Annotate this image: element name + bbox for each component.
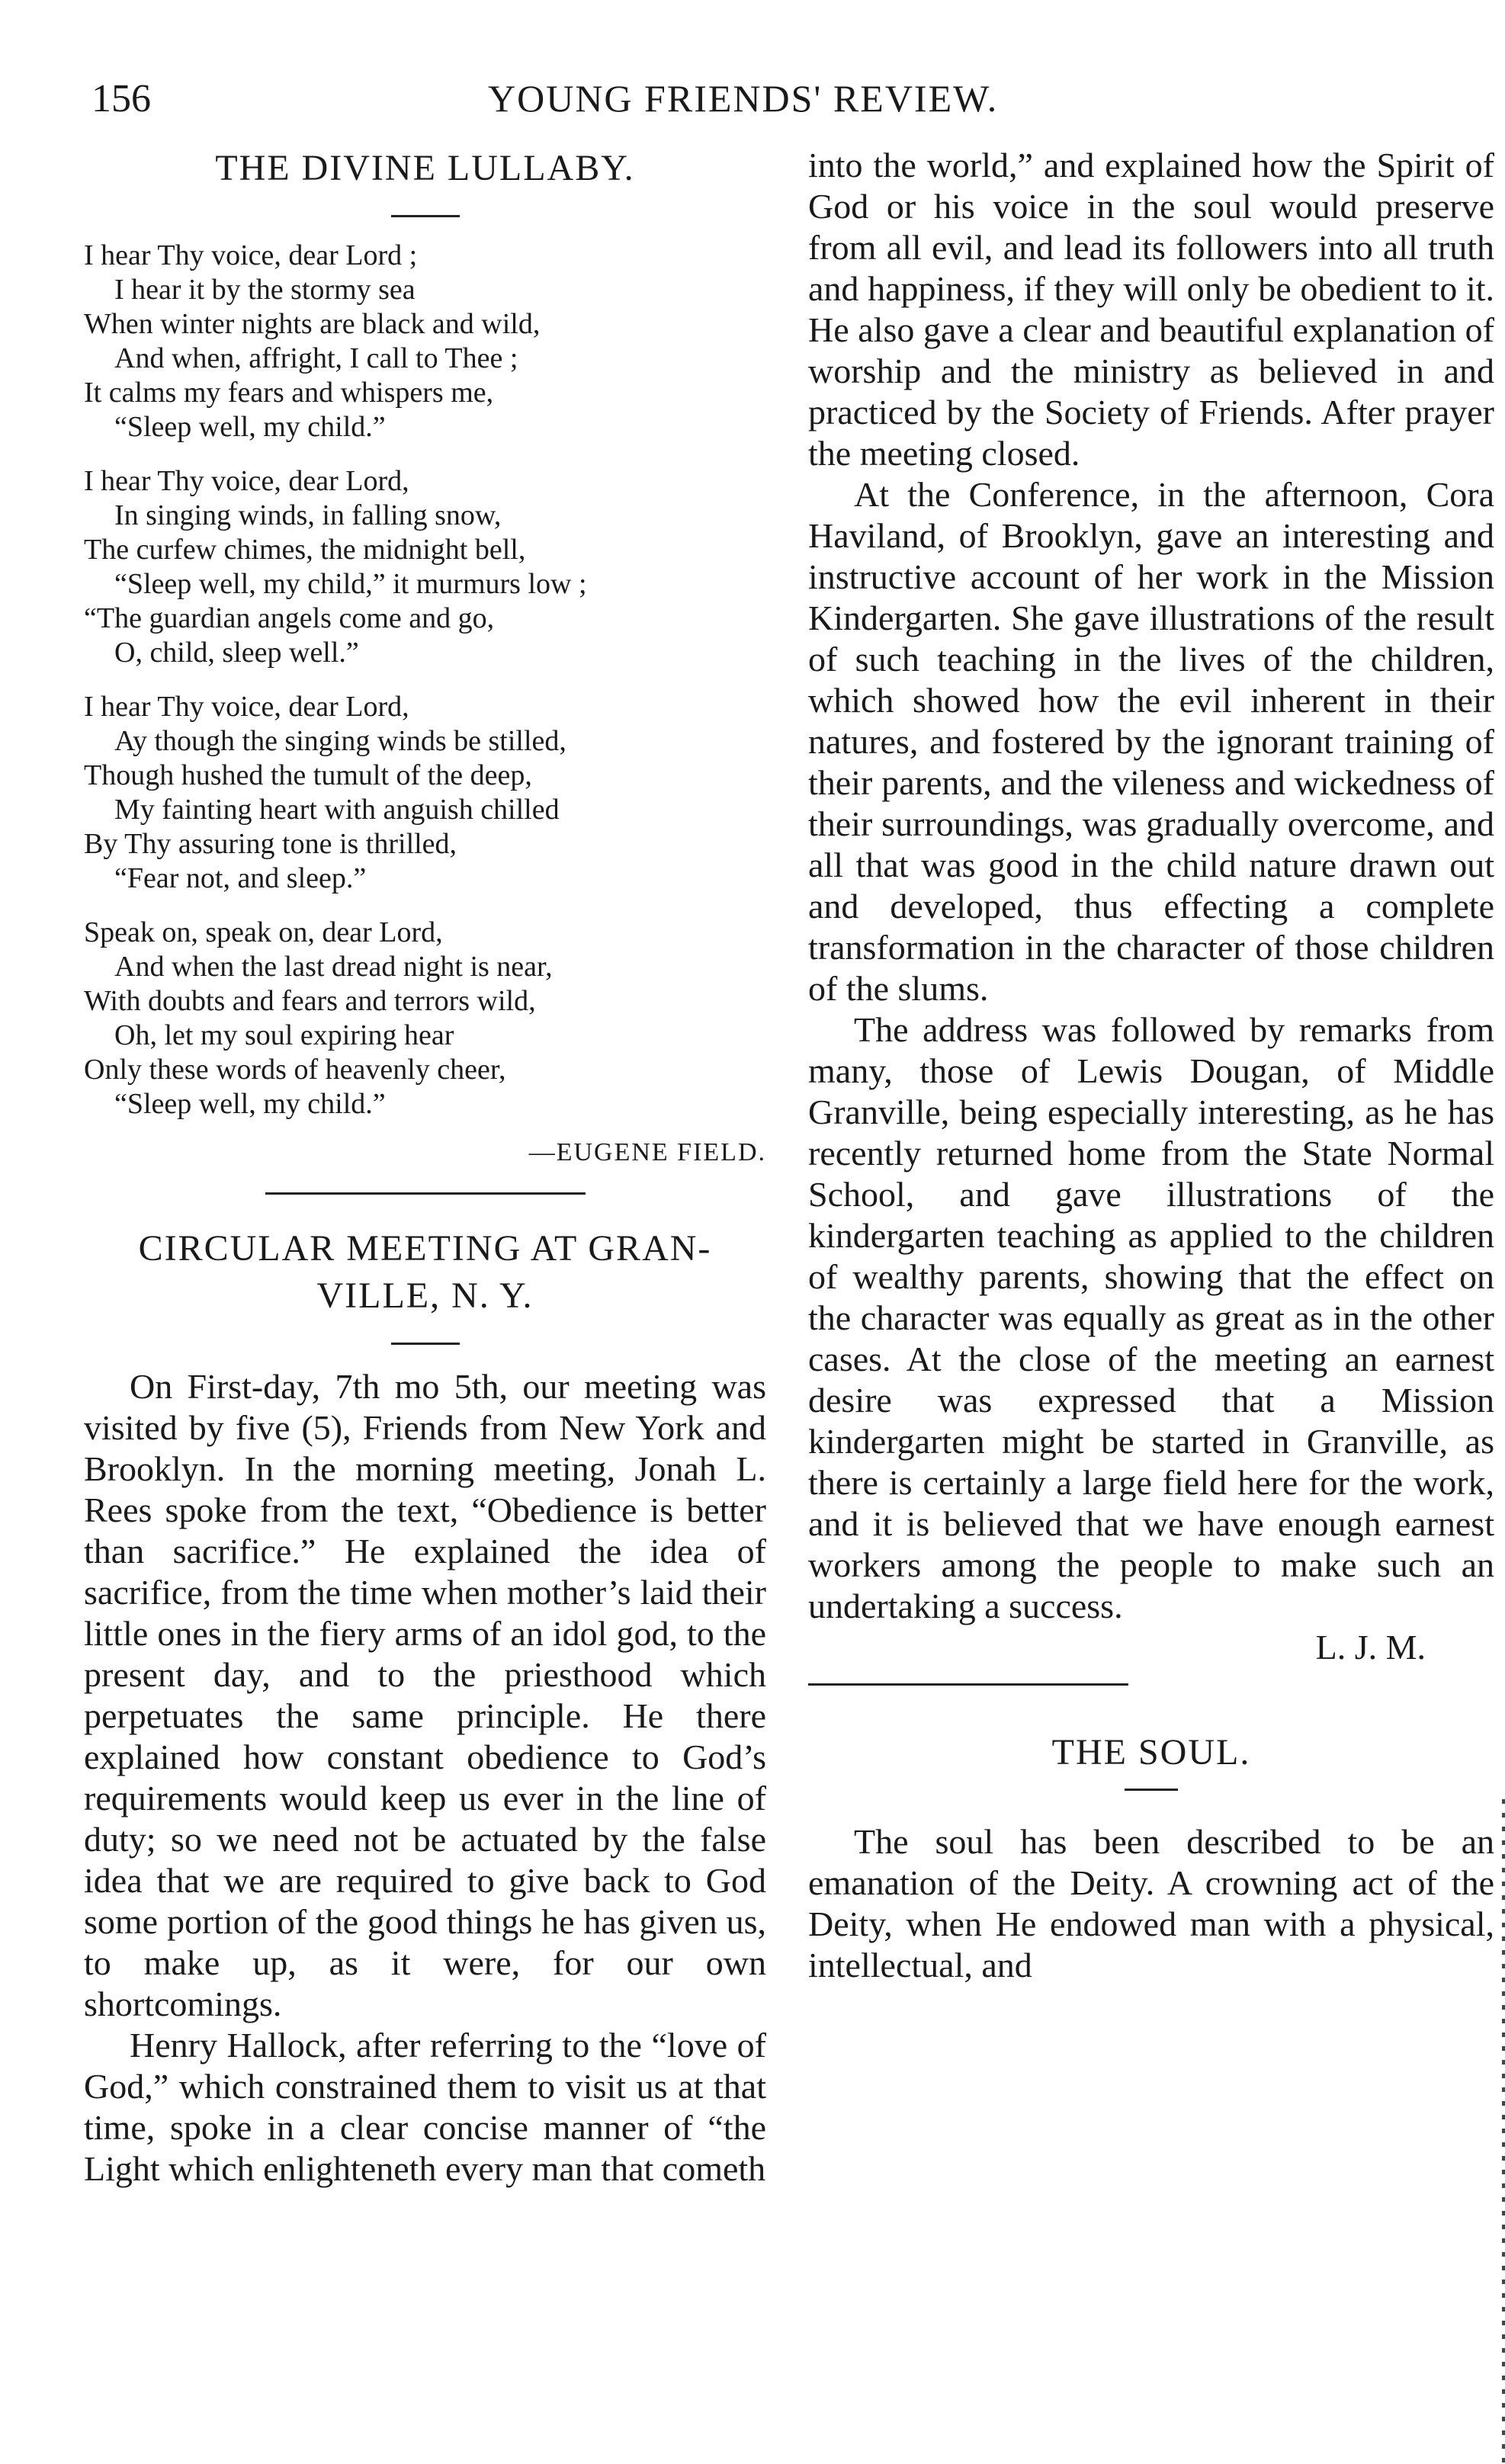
article-title-line-1: CIRCULAR MEETING AT GRAN- <box>138 1228 712 1269</box>
poem-line: Ay though the singing winds be stilled, <box>114 725 566 757</box>
poem-line: “Sleep well, my child.” <box>114 411 386 443</box>
poem <box>84 239 766 1169</box>
poem-line: I hear it by the stormy sea <box>114 274 416 306</box>
article-paragraph: On First-day, 7th mo 5th, our meeting was visited by five (5), Friends from New York and Brooklyn. In the morning meeting, Jonah L. Rees spoke from the text, “Obedience is better than sacrifice.” He explained the idea of sacrifice, from the time when mother’s laid their little ones in the fiery arms of an idol god, to the present day, and to the priesthood which perpetuates the same principle. He there explained how constant obedience to God’s requirements would keep us ever in the line of duty; so we need not be actuated by the false idea that we are required to give back to God some portion of the good things he has given us, to make up, as it were, for our own shortcomings. <box>84 1367 766 2023</box>
poem-line: Oh, let my soul expiring hear <box>114 1019 454 1051</box>
poem-title: THE DIVINE LULLABY. <box>215 148 635 188</box>
section-divider <box>808 1683 1128 1686</box>
poem-line: It calms my fears and whispers me, <box>84 377 494 409</box>
poem-stanza <box>84 239 766 444</box>
soul-paragraph: The soul has been described to be an emanation of the Deity. A crowning act of the Deity, when He endowed man with a physical, intellectual, and <box>808 1822 1494 1984</box>
poem-stanza <box>84 464 766 670</box>
title-dash <box>391 215 460 217</box>
poem-line: I hear Thy voice, dear Lord, <box>84 691 409 723</box>
poem-line: In singing winds, in falling snow, <box>114 499 502 531</box>
poem-line: Only these words of heavenly cheer, <box>84 1054 506 1086</box>
poem-line: And when, affright, I call to Thee ; <box>114 342 518 374</box>
right-column <box>808 145 1494 1986</box>
page-edge-marks <box>1502 1799 1505 2462</box>
poem-line: My fainting heart with anguish chilled <box>114 794 560 826</box>
poem-line: Speak on, speak on, dear Lord, <box>84 916 443 948</box>
running-title: YOUNG FRIENDS' REVIEW. <box>488 77 999 120</box>
poem-line: By Thy assuring tone is thrilled, <box>84 828 457 860</box>
poem-line: “Fear not, and sleep.” <box>114 862 367 894</box>
poem-line: “Sleep well, my child.” <box>114 1088 386 1120</box>
article-title-line-2: VILLE, N. Y. <box>316 1275 534 1316</box>
poem-line: The curfew chimes, the midnight bell, <box>84 534 526 566</box>
poem-line: I hear Thy voice, dear Lord, <box>84 465 409 497</box>
poem-line: With doubts and fears and terrors wild, <box>84 985 536 1017</box>
poem-line: I hear Thy voice, dear Lord ; <box>84 239 418 271</box>
poem-stanza <box>84 916 766 1121</box>
poem-line: O, child, sleep well.” <box>114 637 359 669</box>
poem-line: “The guardian angels come and go, <box>84 602 495 634</box>
page-number: 156 <box>91 77 151 120</box>
article-signature: L. J. M. <box>1315 1628 1426 1667</box>
article-paragraph: At the Conference, in the afternoon, Cora Haviland, of Brooklyn, gave an interesting and instructive account of her work in the Mission Kindergarten. She gave illustrations of the result of such teaching in the lives of the children, which showed how the evil inherent in their natures, and fostered by the ignorant training of their parents, and the vileness and wickedness of their surroundings, was gradually overcome, and all that was good in the child nature drawn out and developed, thus effecting a complete transformation in the character of those children of the slums. <box>808 475 1494 1008</box>
poem-stanza <box>84 690 766 896</box>
poem-line: When winter nights are black and wild, <box>84 308 541 340</box>
article-paragraph-continued: into the world,” and explained how the Spirit of God or his voice in the soul would preserve from all evil, and lead its followers into all truth and happiness, if they will only be obedient to it. He also gave a clear and beautiful explanation of worship and the ministry as believed in and practiced by the Society of Friends. After prayer the meeting closed. <box>808 146 1494 473</box>
poem-line: And when the last dread night is near, <box>114 951 553 983</box>
poem-line: “Sleep well, my child,” it murmurs low ; <box>114 568 587 600</box>
article-paragraph: Henry Hallock, after referring to the “love of God,” which constrained them to visit us at that time, spoke in a clear concise manner of “the Light which enlighteneth every man that cometh <box>84 2026 766 2188</box>
article-paragraph: The address was followed by remarks from many, those of Lewis Dougan, of Middle Granville, being especially interesting, as he has recently returned home from the State Normal School, and gave illustrations of the kindergarten teaching as applied to the children of wealthy parents, showing that the effect on the character was equally as great as in the other cases. At the close of the meeting an earnest desire was expressed that a Mission kindergarten might be started in Granville, as there is certainly a large field here for the work, and it is believed that we have enough earnest workers among the people to make such an undertaking a success. <box>808 1010 1494 1625</box>
title-dash <box>1125 1789 1178 1791</box>
soul-title: THE SOUL. <box>1051 1732 1251 1773</box>
poem-line: Though hushed the tumult of the deep, <box>84 759 532 791</box>
page-header <box>91 76 1494 137</box>
poem-attribution: —EUGENE FIELD. <box>528 1138 766 1166</box>
left-column <box>84 145 766 2190</box>
section-divider <box>265 1192 586 1195</box>
article-closing <box>808 1009 1494 1668</box>
title-dash <box>391 1343 460 1345</box>
